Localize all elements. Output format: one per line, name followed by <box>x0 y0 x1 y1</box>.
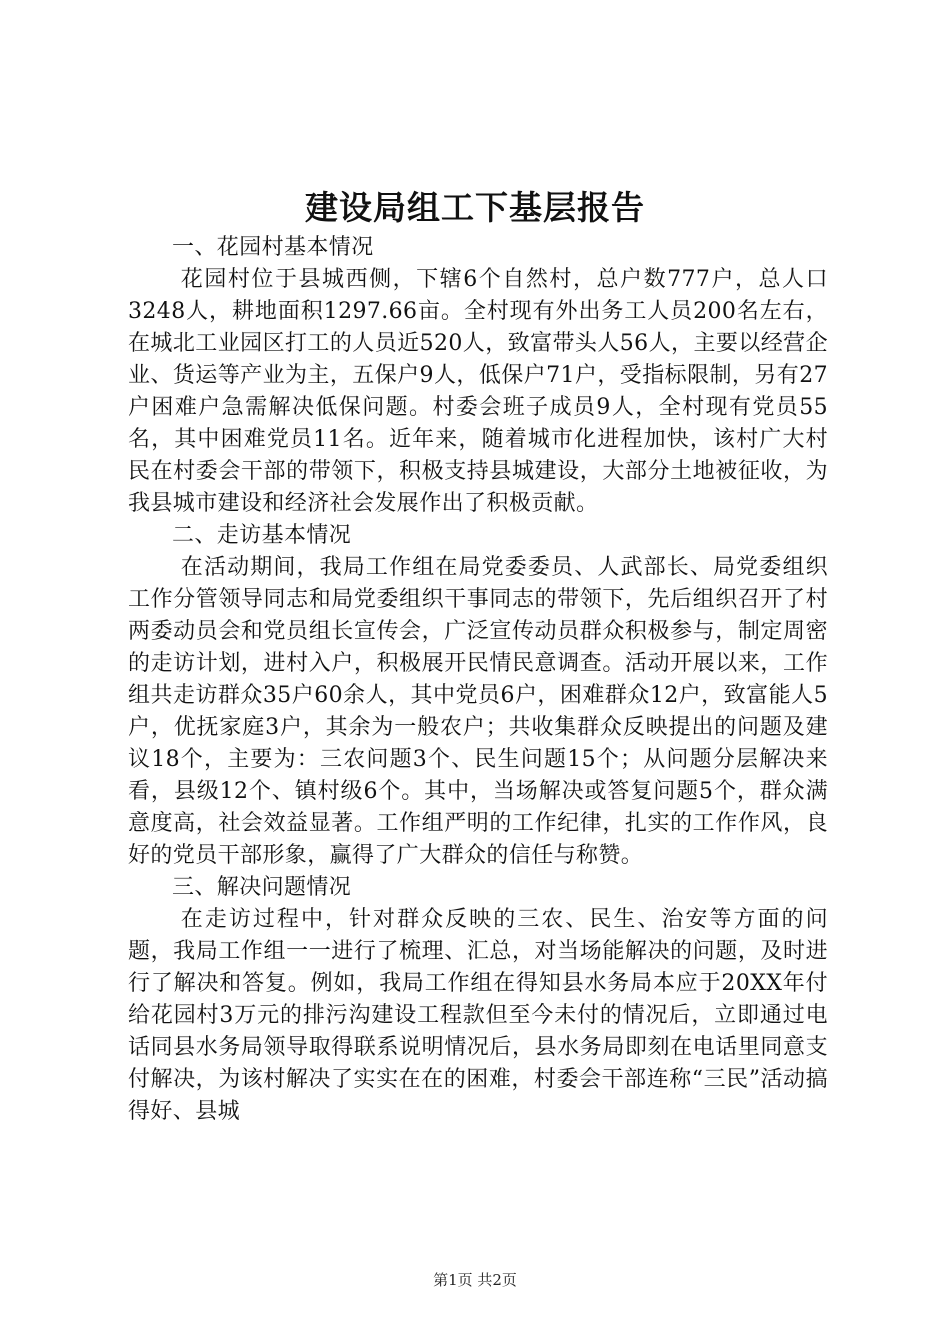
document-title: 建设局组工下基层报告 <box>305 188 645 227</box>
document-body <box>128 232 828 1128</box>
section-heading-3: 三、解决问题情况 <box>172 875 352 900</box>
section-paragraph-3: 在走访过程中，针对群众反映的三农、民生、治安等方面的问题，我局工作组一一进行了梳理、汇总，对当场能解决的问题，及时进行了解决和答复。例如，我局工作组在得知县水务局本应于20XX年付给花园村3万元的排污沟建设工程款但至今未付的情况后，立即通过电话同县水务局领导取得联系说明情况后，县水务局即刻在电话里同意支付解决，为该村解决了实实在在的困难，村委会干部连称“三民”活动搞得好、县城 <box>128 907 828 1124</box>
page-number-footer: 第1页 共2页 <box>433 1271 517 1289</box>
section-paragraph-1: 花园村位于县城西侧，下辖6个自然村，总户数777户，总人口3248人，耕地面积1297.66亩。全村现有外出务工人员200名左右，在城北工业园区打工的人员近520人，致富带头人56人，主要以经营企业、货运等产业为主，五保户9人，低保户71户，受指标限制，另有27户困难户急需解决低保问题。村委会班子成员9人，全村现有党员55名，其中困难党员11名。近年来，随着城市化进程加快，该村广大村民在村委会干部的带领下，积极支持县城建设，大部分土地被征收，为我县城市建设和经济社会发展作出了积极贡献。 <box>128 267 828 516</box>
section-heading-2: 二、走访基本情况 <box>172 523 352 548</box>
section-paragraph-2: 在活动期间，我局工作组在局党委委员、人武部长、局党委组织工作分管领导同志和局党委组织干事同志的带领下，先后组织召开了村两委动员会和党员组长宣传会，广泛宣传动员群众积极参与，制定周密的走访计划，进村入户，积极展开民情民意调查。活动开展以来，工作组共走访群众35户60余人，其中党员6户，困难群众12户，致富能人5户，优抚家庭3户，其余为一般农户；共收集群众反映提出的问题及建议18个，主要为：三农问题3个、民生问题15个；从问题分层解决来看，县级12个、镇村级6个。其中，当场解决或答复问题5个，群众满意度高，社会效益显著。工作组严明的工作纪律，扎实的工作作风，良好的党员干部形象，赢得了广大群众的信任与称赞。 <box>128 555 828 868</box>
section-heading-1: 一、花园村基本情况 <box>172 235 374 260</box>
